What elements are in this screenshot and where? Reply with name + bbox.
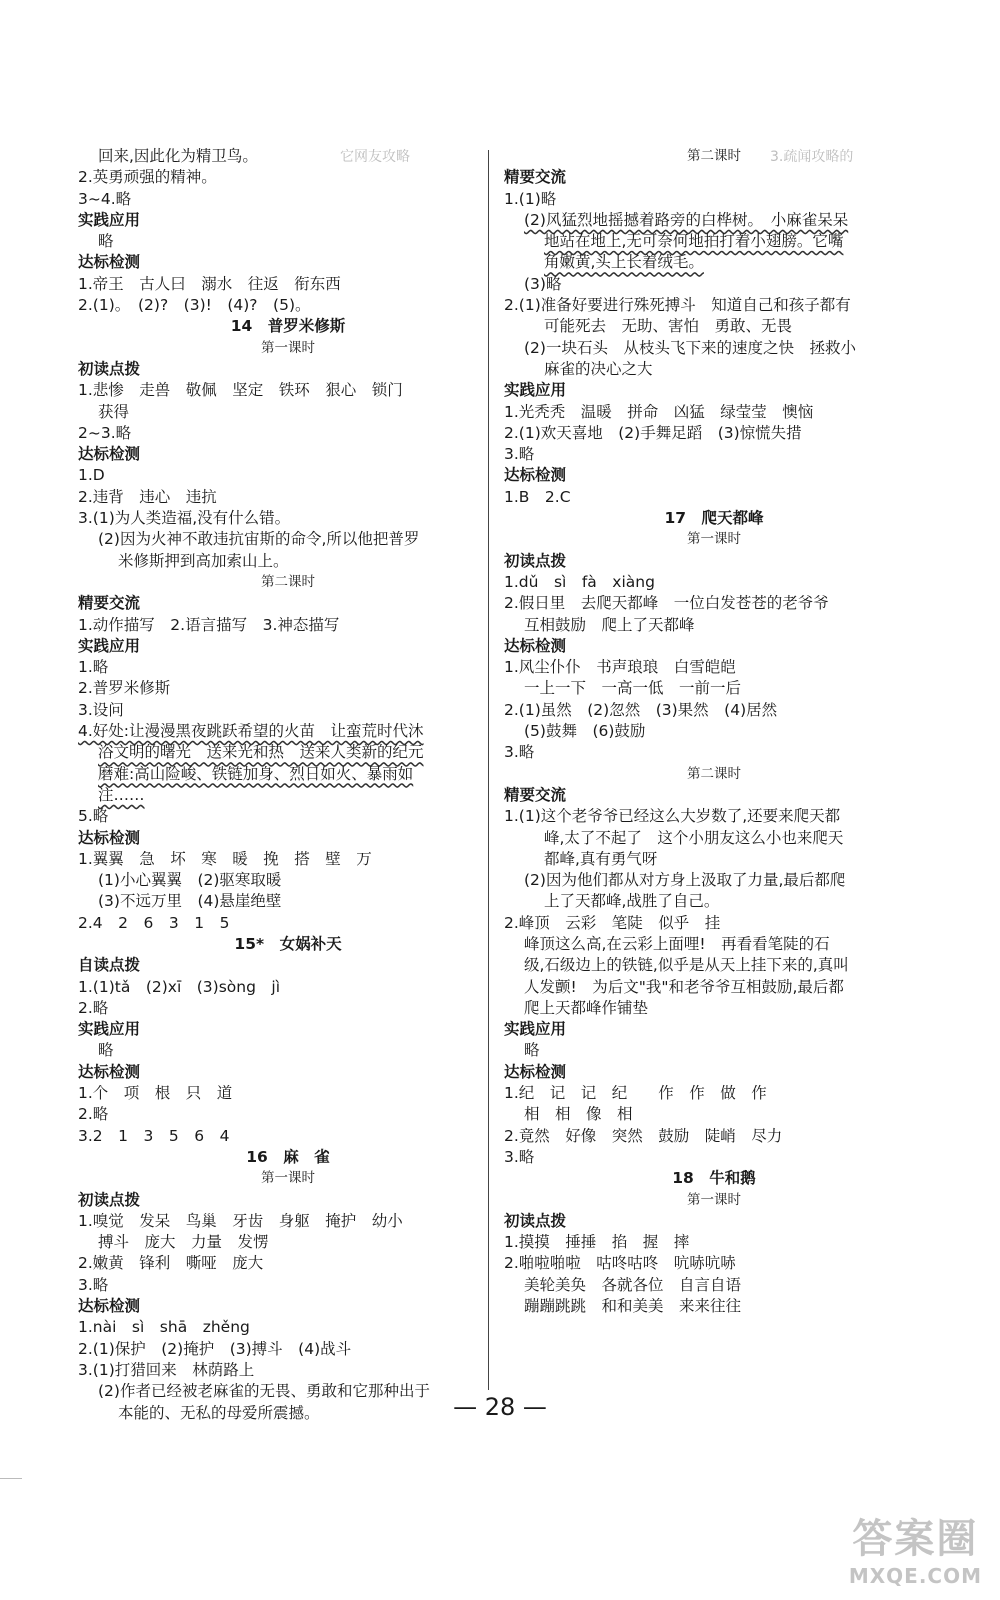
right-line: 1.(1)略 <box>504 189 557 208</box>
left-line: 15* 女娲补天 <box>234 934 342 953</box>
bleed-through-text-left: 它网友攻略 <box>340 149 410 165</box>
left-line: 1.个 项 根 只 道 <box>78 1084 233 1103</box>
right-line: 精要交流 <box>504 168 567 187</box>
right-line: (2)一块石头 从枝头飞下来的速度之快 拯救小 <box>524 338 856 357</box>
left-line: 1.悲惨 走兽 敬佩 坚定 铁环 狠心 锁门 <box>78 381 403 400</box>
right-line: 级,石级边上的铁链,似乎是从天上挂下来的,真叫 <box>524 956 849 975</box>
left-line: 3~4.略 <box>78 189 132 208</box>
right-line: 1.B 2.C <box>504 487 571 506</box>
left-line <box>78 742 498 763</box>
right-line: 1.dǔ sì fà xiàng <box>504 572 655 591</box>
right-line: 初读点拨 <box>504 551 567 570</box>
left-line: 2.违背 违心 违抗 <box>78 487 217 506</box>
left-line: 初读点拨 <box>78 1190 141 1209</box>
left-line: 初读点拨 <box>78 359 141 378</box>
right-line: 达标检测 <box>504 1062 567 1081</box>
right-line: 1.风尘仆仆 书声琅琅 白雪皑皑 <box>504 658 736 677</box>
right-line: 互相鼓励 爬上了天都峰 <box>524 615 695 634</box>
watermark-url: MXQE.COM <box>848 1564 982 1588</box>
right-line: 1.(1)这个老爷爷已经这么大岁数了,还要来爬天都 <box>504 807 841 826</box>
left-line: 第一课时 <box>261 1170 315 1187</box>
right-line: 精要交流 <box>504 785 567 804</box>
underlined-text: 浴文明的曙光 送来光和热 送来人类新的纪元 <box>98 743 424 762</box>
right-line: 麻雀的决心之大 <box>544 359 653 378</box>
left-line: 1.D <box>78 466 105 485</box>
left-line: (1)小心翼翼 (2)驱寒取暖 <box>98 871 282 890</box>
right-line: 2.峰顶 云彩 笔陡 似乎 挂 <box>504 913 721 932</box>
left-line: 略 <box>98 1041 114 1060</box>
left-line: 3.(1)为人类造福,没有什么错。 <box>78 509 291 528</box>
right-line: 爬上天都峰作铺垫 <box>524 998 649 1017</box>
left-line: 实践应用 <box>78 636 141 655</box>
right-line: 初读点拨 <box>504 1211 567 1230</box>
underlined-text: 磨难:高山险峻、铁链加身、烈日如火、暴雨如 <box>98 764 414 783</box>
right-line: 达标检测 <box>504 636 567 655</box>
left-line: 自读点拨 <box>78 956 141 975</box>
underlined-text: 4.好处:让漫漫黑夜跳跃希望的火苗 让蛮荒时代沐 <box>78 722 424 741</box>
left-line: 14 普罗米修斯 <box>230 317 346 336</box>
right-line: 3.略 <box>504 1147 535 1166</box>
left-line: 实践应用 <box>78 1020 141 1039</box>
left-column <box>78 146 498 1424</box>
left-line: 回来,因此化为精卫鸟。 <box>98 147 258 165</box>
right-line: 第一课时 <box>687 531 741 548</box>
left-line: 略 <box>98 232 114 251</box>
left-line: 达标检测 <box>78 445 141 464</box>
bleed-through-text-right: 3.疏闻攻略的 <box>770 149 854 165</box>
right-line: 人发颤! 为后文"我"和老爷爷互相鼓励,最后都 <box>524 977 844 996</box>
right-line: 1.光秃秃 温暖 拼命 凶猛 绿莹莹 懊恼 <box>504 402 814 421</box>
right-line: 第二课时 <box>687 765 741 782</box>
left-line: 1.嗅觉 发呆 鸟巢 牙齿 身躯 掩护 幼小 <box>78 1211 403 1230</box>
left-line: 搏斗 庞大 力量 发愣 <box>98 1233 269 1252</box>
right-line: 实践应用 <box>504 381 567 400</box>
left-line: 第二课时 <box>261 573 315 590</box>
left-line: 2.(1)。 (2)? (3)! (4)? (5)。 <box>78 296 311 315</box>
right-line: 2.啪啦啪啦 咕咚咕咚 吭哧吭哧 <box>504 1254 736 1273</box>
left-line: 达标检测 <box>78 253 141 272</box>
underlined-text: 角嫩黄,头上长着绒毛。 <box>544 253 704 272</box>
left-line: 2.普罗米修斯 <box>78 679 171 698</box>
underlined-text: 地站在地上,无可奈何地拍打着小翅膀。它嘴 <box>544 232 844 251</box>
left-line <box>78 785 498 806</box>
right-line: 上了天都峰,战胜了自己。 <box>544 892 720 911</box>
left-line: 本能的、无私的母爱所震撼。 <box>118 1403 320 1422</box>
underlined-text: (2)风猛烈地摇撼着路旁的白桦树。 小麻雀呆呆 <box>524 210 849 229</box>
left-line: 3.略 <box>78 1275 109 1294</box>
right-line <box>504 252 924 273</box>
right-line: (5)鼓舞 (6)鼓励 <box>524 722 646 741</box>
left-line: 第一课时 <box>261 339 315 356</box>
right-column <box>504 146 924 1317</box>
right-line: 第二课时 <box>687 148 741 164</box>
left-line: 获得 <box>98 402 130 421</box>
left-line: 达标检测 <box>78 828 141 847</box>
right-line: 2.假日里 去爬天都峰 一位白发苍苍的老爷爷 <box>504 594 829 613</box>
left-line <box>78 764 498 785</box>
left-line: 精要交流 <box>78 594 141 613</box>
left-line: 3.(1)打猎回来 林荫路上 <box>78 1360 255 1379</box>
left-line: 2.略 <box>78 1105 109 1124</box>
right-line: 2.(1)欢天喜地 (2)手舞足蹈 (3)惊慌失措 <box>504 423 802 442</box>
right-line: 3.略 <box>504 445 535 464</box>
right-line: 蹦蹦跳跳 和和美美 来来往往 <box>524 1297 742 1316</box>
right-line: (3)略 <box>524 274 562 293</box>
right-line: (2)因为他们都从对方身上汲取了力量,最后都爬 <box>524 871 846 890</box>
right-line: 17 爬天都峰 <box>664 509 764 528</box>
left-line: 达标检测 <box>78 1062 141 1081</box>
left-line: 16 麻 雀 <box>246 1147 330 1166</box>
right-line <box>504 231 924 252</box>
left-line: (2)作者已经被老麻雀的无畏、勇敢和它那种出于 <box>98 1382 430 1401</box>
left-line: 达标检测 <box>78 1297 141 1316</box>
left-line: (2)因为火神不敢违抗宙斯的命令,所以他把普罗 <box>98 530 420 549</box>
watermark-logo <box>849 1507 982 1588</box>
right-line: 美轮美奂 各就各位 自言自语 <box>524 1275 742 1294</box>
left-line: 实践应用 <box>78 210 141 229</box>
left-line: 2.(1)保护 (2)掩护 (3)搏斗 (4)战斗 <box>78 1339 352 1358</box>
right-line: 18 牛和鹅 <box>672 1169 756 1188</box>
right-line: 2.(1)准备好要进行殊死搏斗 知道自己和孩子都有 <box>504 296 851 315</box>
right-line: 略 <box>524 1041 540 1060</box>
right-line: 达标检测 <box>504 466 567 485</box>
left-line: (3)不远万里 (4)悬崖绝壁 <box>98 892 282 911</box>
right-line: 2.(1)虽然 (2)忽然 (3)果然 (4)居然 <box>504 700 778 719</box>
right-line: 峰,太了不起了 这个小朋友这么小也来爬天 <box>544 828 844 847</box>
left-line: 2.嫩黄 锋利 嘶哑 庞大 <box>78 1254 264 1273</box>
right-line: 1.纪 记 记 纪 作 作 做 作 <box>504 1084 767 1103</box>
right-line: 1.摸摸 捶捶 掐 握 摔 <box>504 1233 690 1252</box>
right-line: 相 相 像 相 <box>524 1105 633 1124</box>
left-line: 1.nài sì shā zhěng <box>78 1318 250 1337</box>
left-line: 3.设问 <box>78 700 124 719</box>
left-line: 2~3.略 <box>78 423 132 442</box>
watermark-title: 答案圈 <box>852 1516 979 1562</box>
left-line: 1.略 <box>78 658 109 677</box>
right-line: 第一课时 <box>687 1191 741 1208</box>
left-line: 3.2 1 3 5 6 4 <box>78 1126 230 1145</box>
corner-mark <box>0 1478 22 1479</box>
left-line: 米修斯押到高加索山上。 <box>118 551 289 570</box>
right-line: 2.竟然 好像 突然 鼓励 陡峭 尽力 <box>504 1126 783 1145</box>
right-line: 一上一下 一高一低 一前一后 <box>524 679 742 698</box>
left-line: 1.帝王 古人曰 溺水 往返 衔东西 <box>78 274 341 293</box>
underlined-text: 注…… <box>98 785 145 804</box>
right-line: 都峰,真有勇气呀 <box>544 849 658 868</box>
right-line: 可能死去 无助、害怕 勇敢、无畏 <box>544 317 793 336</box>
left-line: 1.翼翼 急 坏 寒 暖 挽 搭 壁 万 <box>78 849 372 868</box>
left-line: 1.(1)tǎ (2)xī (3)sòng jì <box>78 977 281 996</box>
right-line <box>504 210 924 231</box>
right-line: 3.略 <box>504 743 535 762</box>
left-line: 2.英勇顽强的精神。 <box>78 168 217 187</box>
left-line: 2.4 2 6 3 1 5 <box>78 913 230 932</box>
right-line: 峰顶这么高,在云彩上面哩! 再看看笔陡的石 <box>524 934 830 953</box>
left-line <box>78 721 498 742</box>
page-number: — 28 — <box>453 1393 547 1421</box>
left-line: 2.略 <box>78 998 109 1017</box>
left-line: 5.略 <box>78 807 109 826</box>
right-line: 实践应用 <box>504 1020 567 1039</box>
left-line: 1.动作描写 2.语言描写 3.神态描写 <box>78 615 340 634</box>
